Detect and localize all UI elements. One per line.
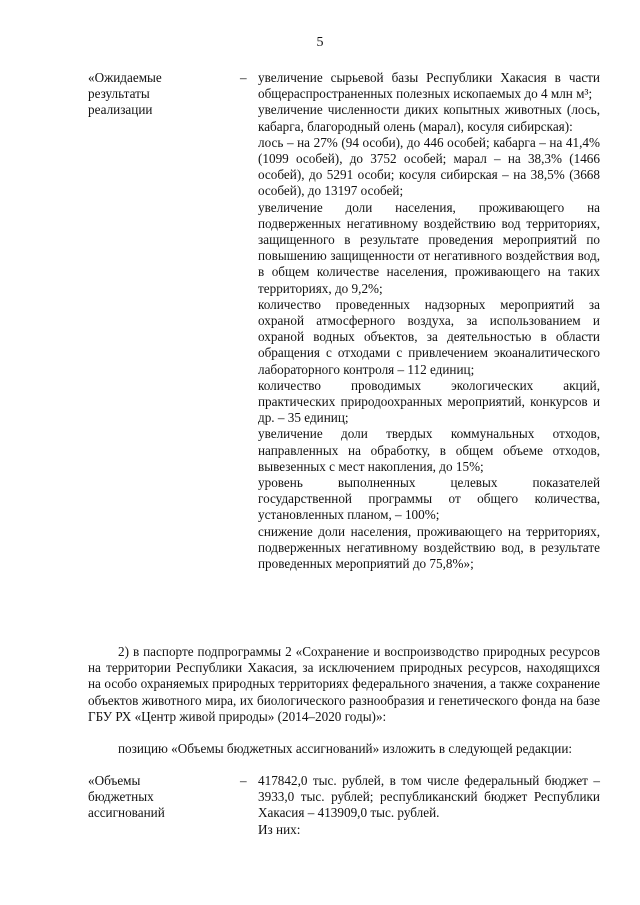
result-item: лось – на 27% (94 особи), до 446 особей; кабарга – на 41,4% (1099 особей), до 3752 особей; марал – на 38,3% (1466 особей), до 5291 особи; косуля сибирская – на 38,5% (3668 особей), до 13197 особей;: [258, 134, 600, 199]
result-item: увеличение сырьевой базы Республики Хакасия в части общераспространенных полезных ископаемых до 4 млн м³;: [258, 70, 600, 102]
label-line: «Объемы: [88, 773, 141, 788]
budget-text: 417842,0 тыс. рублей, в том числе федеральный бюджет – 3933,0 тыс. рублей; республиканский бюджет Республики Хакасия – 413909,0 тыс. рублей.: [258, 773, 600, 821]
label-dash: –: [240, 70, 247, 85]
budget-dash: –: [240, 773, 247, 788]
result-item: увеличение численности диких копытных животных (лось, кабарга, благородный олень (марал), косуля сибирская):: [258, 102, 600, 134]
subprogram-paragraph: 2) в паспорте подпрограммы 2 «Сохранение и воспроизводство природных ресурсов на территории Республики Хакасия, за исключением природных ресурсов, находящихся на особо охраняемых природных территориях федерального значения, а также сохранение объектов животного мира, их биологического разнообразия и генетического фонда на базе ГБУ РХ «Центр живой природы» (2014–2020 годы)»:: [88, 644, 600, 724]
label-line: «Ожидаемые: [88, 70, 162, 85]
label-line: ассигнований: [88, 805, 165, 821]
label-line: бюджетных: [88, 789, 154, 805]
result-item: уровень выполненных целевых показателей государственной программы от общего количества, установленных планом, – 100%;: [258, 475, 600, 523]
result-item: количество проведенных надзорных мероприятий за охраной атмосферного воздуха, за использованием и охраной водных объектов, за деятельностью в области обращения с отходами с привлечением экоаналитического лабораторного контроля – 112 единиц;: [258, 296, 600, 377]
result-item: увеличение доли твердых коммунальных отходов, направленных на обработку, в общем объеме отходов, вывезенных с мест накопления, до 15%;: [258, 426, 600, 474]
label-line: реализации: [88, 102, 153, 118]
budget-tail: Из них:: [258, 821, 301, 837]
position-paragraph: позицию «Объемы бюджетных ассигнований» изложить в следующей редакции:: [118, 741, 573, 756]
budget-allocations-label: [88, 773, 238, 822]
page-number: 5: [316, 35, 324, 50]
budget-allocations-text: [258, 773, 600, 838]
result-item: снижение доли населения, проживающего на территориях, подверженных негативному воздействию вод, в результате проведенных мероприятий до 75,8%»;: [258, 523, 600, 572]
result-item: количество проводимых экологических акций, практических природоохранных мероприятий, конкурсов и др. – 35 единиц;: [258, 377, 600, 426]
label-line: результаты: [88, 86, 150, 102]
expected-results-label: [88, 70, 238, 119]
expected-results-list: [258, 70, 600, 572]
result-item: увеличение доли населения, проживающего на подверженных негативному воздействию вод территориях, защищенного в результате проведения мероприятий по повышению защищенности от негативного воздействия вод, в общем количестве населения, проживающего на таких территориях, до 9,2%;: [258, 199, 600, 296]
